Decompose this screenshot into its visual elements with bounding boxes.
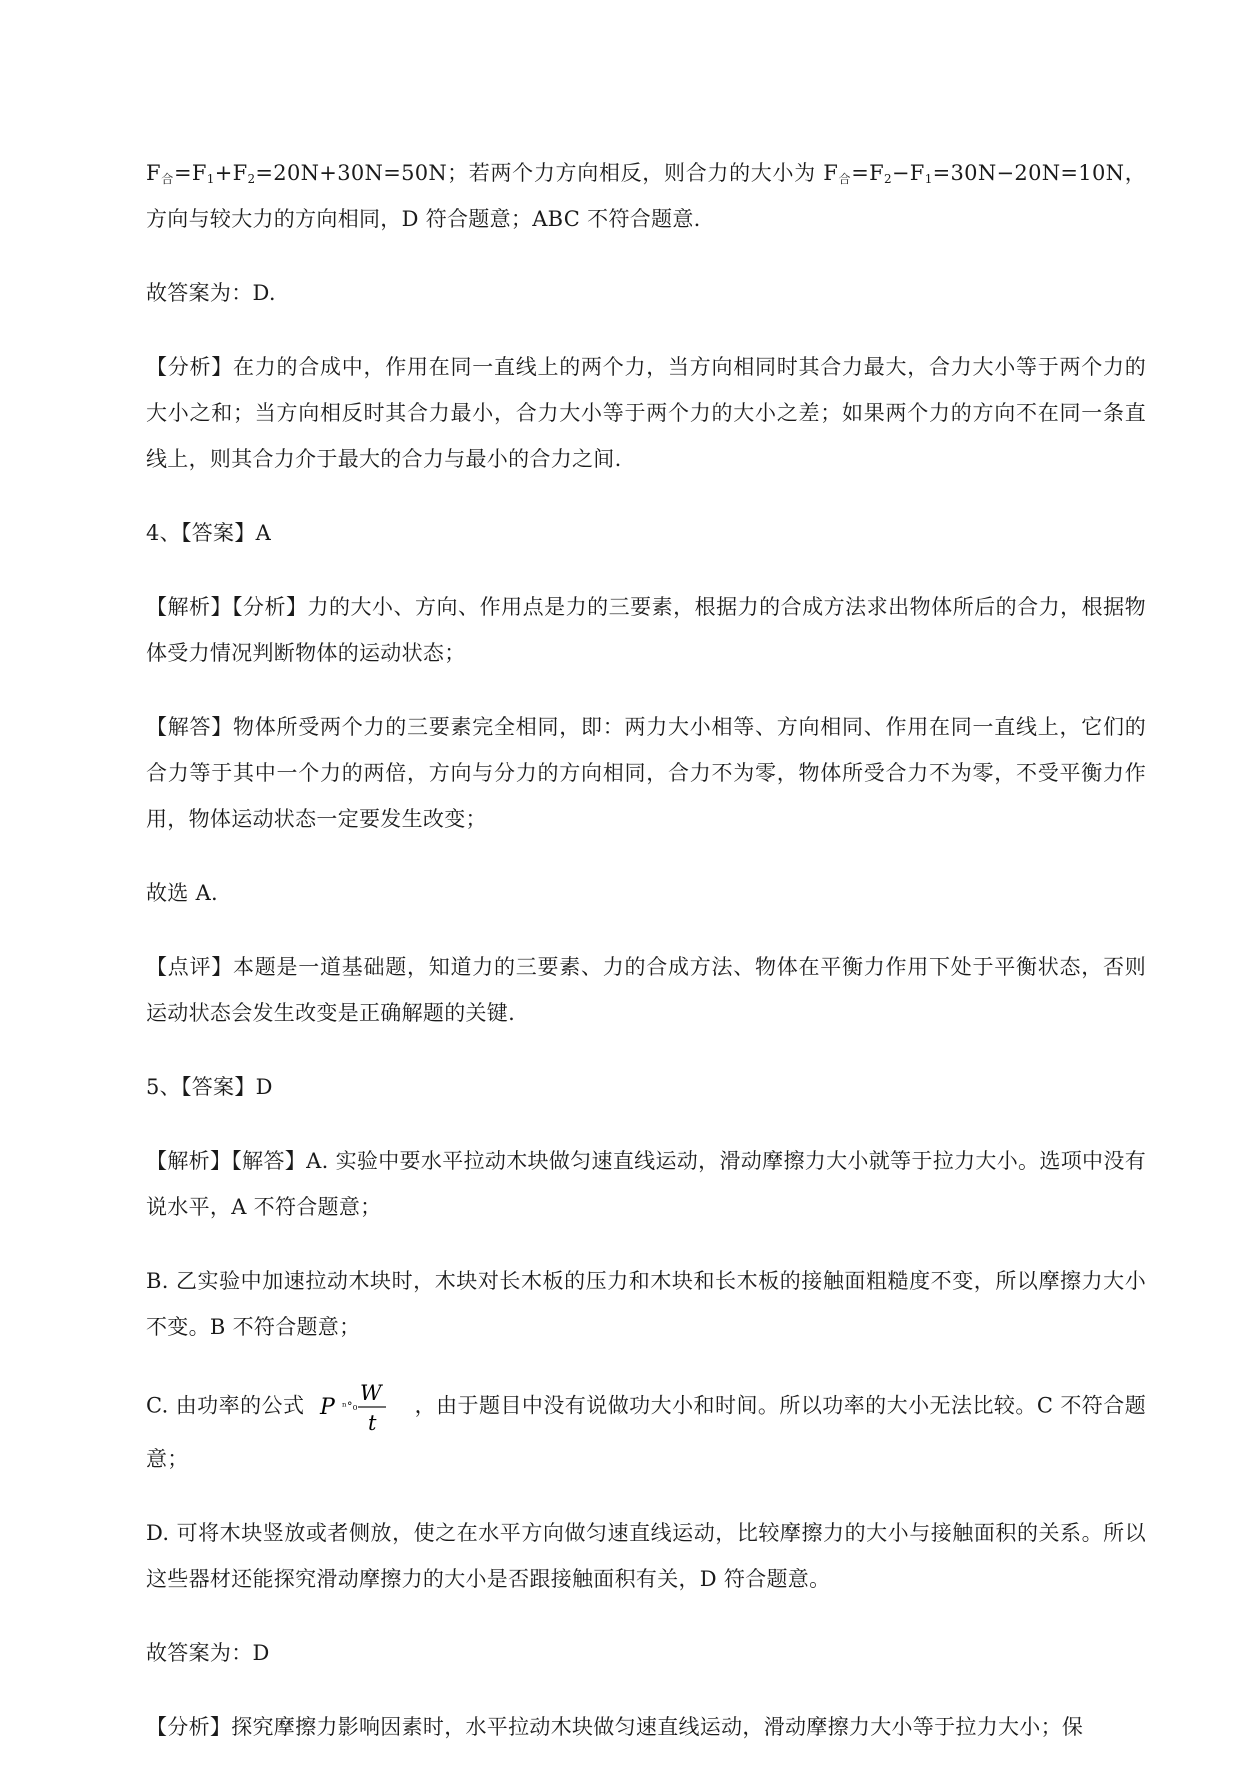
question-5-conclusion: 故答案为：D bbox=[146, 1641, 270, 1665]
question-5-option-a: 【解析】【解答】A. 实验中要水平拉动木块做匀速直线运动，滑动摩擦力大小就等于拉力大小。选项中没有说水平，A 不符合题意； bbox=[146, 1149, 1146, 1219]
question-5-answer: 5、【答案】D bbox=[146, 1075, 273, 1099]
answer-line-3: 故答案为：D. bbox=[146, 281, 276, 305]
power-formula bbox=[318, 1378, 396, 1436]
question-5-option-d: D. 可将木块竖放或者侧放，使之在水平方向做匀速直线运动，比较摩擦力的大小与接触面积的关系。所以这些器材还能探究滑动摩擦力的大小是否跟接触面积有关，D 符合题意。 bbox=[146, 1521, 1146, 1591]
paragraph-force-calculation: $F_合=F_1+F_2=20N+30N=50N$；若两个力方向相反，则合力的大小为 $F_合=F_2-F_1=30N-20N=10N$，方向与较大力的方向相同，D 符合题意；ABC 不符合题意. bbox=[146, 161, 1146, 231]
formula-numerator: W bbox=[360, 1381, 383, 1405]
question-4-answer: 4、【答案】A bbox=[146, 521, 272, 545]
formula-lhs: P bbox=[320, 1395, 336, 1420]
question-4-choice: 故选 A. bbox=[146, 881, 219, 905]
question-5-option-b: B. 乙实验中加速拉动木块时，木块对长木板的压力和木块和长木板的接触面粗糙度不变，所以摩擦力大小不变。B 不符合题意； bbox=[146, 1269, 1146, 1339]
formula-denominator: t bbox=[368, 1411, 378, 1435]
question-4-solution: 【解答】物体所受两个力的三要素完全相同，即：两力大小相等、方向相同、作用在同一直线上，它们的合力等于其中一个力的两倍，方向与分力的方向相同，合力不为零，物体所受合力不为零，不受平衡力作用，物体运动状态一定要发生改变； bbox=[146, 715, 1146, 831]
analysis-paragraph-3: 【分析】在力的合成中，作用在同一直线上的两个力，当方向相同时其合力最大，合力大小等于两个力的大小之和；当方向相反时其合力最小，合力大小等于两个力的大小之差；如果两个力的方向不在同一条直线上，则其合力介于最大的合力与最小的合力之间. bbox=[146, 355, 1146, 471]
question-4-analysis: 【解析】【分析】力的大小、方向、作用点是力的三要素，根据力的合成方法求出物体所后的合力，根据物体受力情况判断物体的运动状态； bbox=[146, 595, 1146, 665]
question-4-comment: 【点评】本题是一道基础题，知道力的三要素、力的合成方法、物体在平衡力作用下处于平衡状态，否则运动状态会发生改变是正确解题的关键. bbox=[146, 955, 1146, 1025]
question-5-analysis: 【分析】探究摩擦力影响因素时，水平拉动木块做匀速直线运动，滑动摩擦力大小等于拉力大小；保 bbox=[146, 1715, 1084, 1739]
formula-relation-glyph: ⁿ°₀ bbox=[342, 1400, 359, 1413]
document-body bbox=[146, 150, 1146, 1778]
question-5-option-c: C. 由功率的公式 P ⁿ°₀ W t ，由于题目中没有说做功大小和时间。所以功率的大小无法比较。C 不符合题意； bbox=[146, 1378, 1146, 1482]
